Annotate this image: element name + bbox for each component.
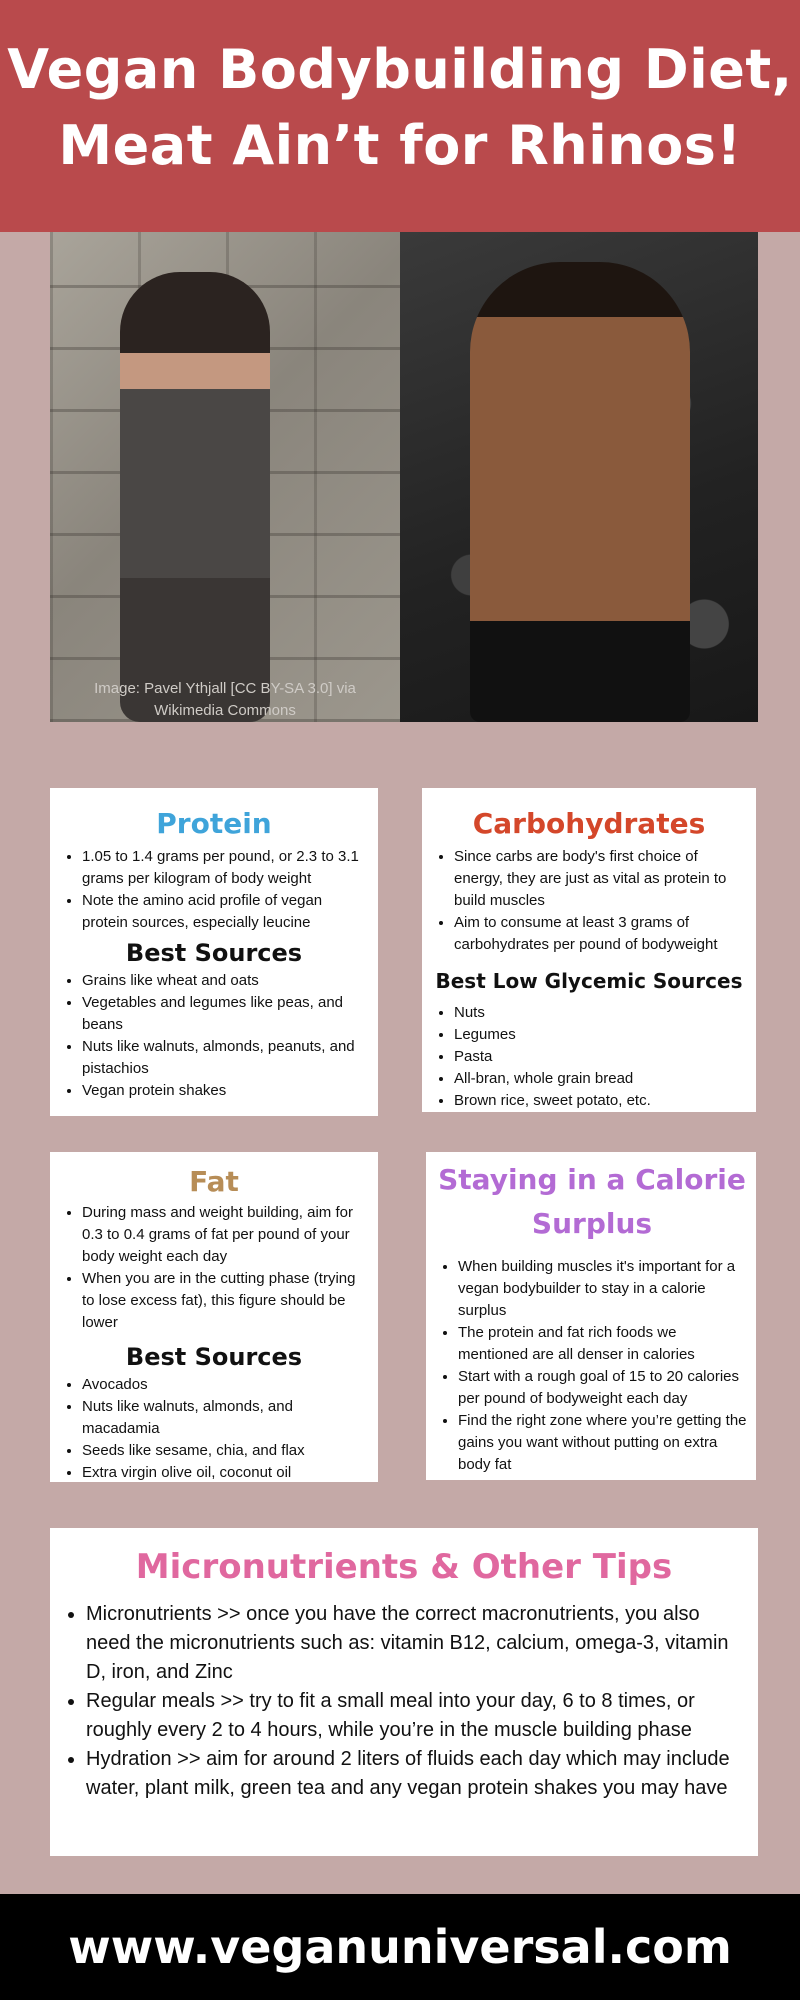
calorie-title-line1: Staying in a Calorie [438, 1163, 746, 1196]
list-item: • Pasta [454, 1046, 746, 1068]
micronutrients-card [50, 1528, 758, 1856]
list-item: • Vegetables and legumes like peas, and beans [82, 992, 368, 1036]
list-item: • 1.05 to 1.4 grams per pound, or 2.3 to 3.1 grams per kilogram of body weight [82, 846, 368, 890]
photo-male-bodybuilder [400, 232, 758, 722]
list-item: • Seeds like sesame, chia, and flax [82, 1440, 368, 1462]
list-item: • Extra virgin olive oil, coconut oil [82, 1462, 368, 1484]
list-item: • Grains like wheat and oats [82, 970, 368, 992]
fat-points [60, 1202, 368, 1334]
protein-sources [60, 970, 368, 1102]
caption-line1: Image: Pavel Ythjall [CC BY-SA 3.0] via [94, 680, 356, 697]
fat-sources [60, 1374, 368, 1484]
list-item: • Brown rice, sweet potato, etc. [454, 1090, 746, 1112]
carbs-sources-title: Best Low Glycemic Sources [435, 969, 743, 993]
list-item: • Nuts like walnuts, almonds, peanuts, and pistachios [82, 1036, 368, 1080]
calorie-surplus-card [426, 1152, 756, 1480]
calorie-title-line2: Surplus [531, 1207, 653, 1240]
woman-figure [120, 272, 270, 722]
header-banner [0, 0, 800, 232]
list-item: • Start with a rough goal of 15 to 20 calories per pound of bodyweight each day [458, 1366, 748, 1410]
list-item: • Since carbs are body's first choice of energy, they are just as vital as protein to build muscles [454, 846, 746, 912]
footer-banner [0, 1894, 800, 2000]
list-item: • The protein and fat rich foods we mentioned are all denser in calories [458, 1322, 748, 1366]
list-item: • Aim to consume at least 3 grams of carbohydrates per pound of bodyweight [454, 912, 746, 956]
list-item: • All-bran, whole grain bread [454, 1068, 746, 1090]
list-item: • Vegan protein shakes [82, 1080, 368, 1102]
protein-points [60, 846, 368, 934]
list-item: • Avocados [82, 1374, 368, 1396]
carbs-title: Carbohydrates [472, 807, 706, 840]
list-item: • Note the amino acid profile of vegan protein sources, especially leucine [82, 890, 368, 934]
list-item: • Nuts [454, 1002, 746, 1024]
list-item: • During mass and weight building, aim for 0.3 to 0.4 grams of fat per pound of your body weight each day [82, 1202, 368, 1268]
caption-line2: Wikimedia Commons [154, 702, 296, 719]
list-item: • Regular meals >> try to fit a small meal into your day, 6 to 8 times, or roughly every 2 to 4 hours, while you’re in the muscle building phase [86, 1687, 744, 1745]
page-title-line1: Vegan Bodybuilding Diet, [7, 38, 793, 101]
photo-female-bodybuilder [50, 232, 400, 722]
protein-title: Protein [156, 807, 272, 840]
page-title-line2: Meat Ain’t for Rhinos! [58, 114, 742, 177]
list-item: • Legumes [454, 1024, 746, 1046]
carbohydrates-card [422, 788, 756, 1112]
carbs-points [432, 846, 746, 956]
fat-sources-title: Best Sources [125, 1343, 303, 1371]
fat-card [50, 1152, 378, 1482]
website-url[interactable]: www.veganuniversal.com [68, 1920, 732, 1974]
micro-title: Micronutrients & Other Tips [135, 1547, 673, 1587]
man-figure [470, 262, 690, 722]
list-item: • When you are in the cutting phase (trying to lose excess fat), this figure should be lower [82, 1268, 368, 1334]
photo-caption [50, 678, 400, 722]
protein-card [50, 788, 378, 1116]
calorie-title [436, 1158, 748, 1246]
fat-title: Fat [189, 1165, 239, 1198]
micro-points [64, 1600, 744, 1803]
list-item: • Hydration >> aim for around 2 liters of fluids each day which may include water, plant milk, green tea and any vegan protein shakes you may have [86, 1745, 744, 1803]
carbs-sources [432, 1002, 746, 1112]
protein-sources-title: Best Sources [125, 939, 303, 967]
list-item: • Nuts like walnuts, almonds, and macadamia [82, 1396, 368, 1440]
list-item: • When building muscles it's important for a vegan bodybuilder to stay in a calorie surplus [458, 1256, 748, 1322]
list-item: • Micronutrients >> once you have the correct macronutrients, you also need the micronutrients such as: vitamin B12, calcium, omega-3, vitamin D, iron, and Zinc [86, 1600, 744, 1687]
list-item: • Find the right zone where you’re getting the gains you want without putting on extra body fat [458, 1410, 748, 1476]
calorie-points [436, 1256, 748, 1476]
